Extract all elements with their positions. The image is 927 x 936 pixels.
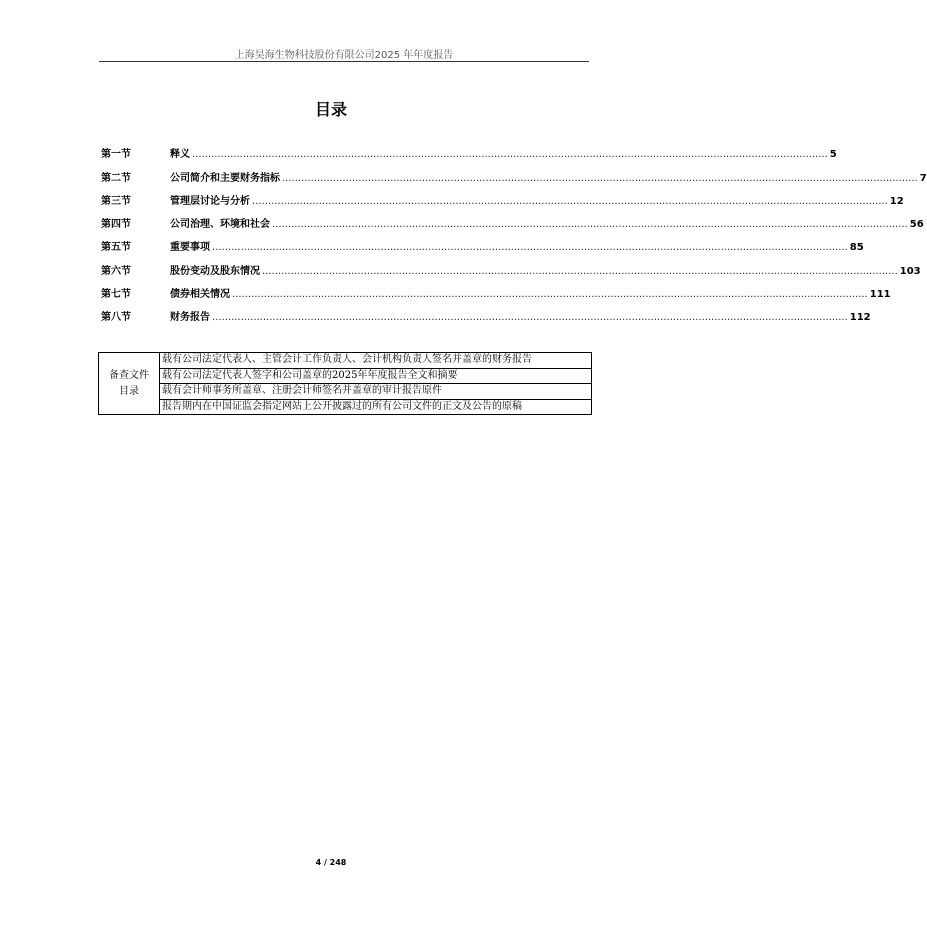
table-row <box>99 368 592 384</box>
toc-leader-dots: ........................................................................................................................................................................................................ <box>212 242 848 254</box>
toc-section-name: 财务报告 <box>170 312 210 324</box>
reference-doc-item: 载有会计师事务所盖章、注册会计师签名并盖章的审计报告原件 <box>160 384 592 400</box>
toc-page-number: 5 <box>829 149 837 161</box>
toc-leader-dots: ........................................................................................................................................................................................................ <box>232 289 868 301</box>
toc-section-name: 债券相关情况 <box>170 289 230 301</box>
toc-page-number: 56 <box>909 219 924 231</box>
table-row <box>99 353 592 369</box>
reference-documents-table <box>98 352 592 415</box>
toc-entry[interactable] <box>101 300 871 324</box>
toc-section-number: 第七节 <box>101 289 131 301</box>
toc-section-number: 第四节 <box>101 219 131 231</box>
table-row <box>99 399 592 415</box>
toc-entry[interactable] <box>101 160 927 184</box>
toc-entry[interactable] <box>101 230 864 254</box>
reference-doc-item: 载有公司法定代表人、主管会计工作负责人、会计机构负责人签名并盖章的财务报告 <box>160 353 592 369</box>
reference-docs-label <box>99 353 160 415</box>
toc-page-number: 112 <box>849 312 871 324</box>
toc-entry[interactable] <box>101 253 921 277</box>
toc-leader-dots: ........................................................................................................................................................................................................ <box>262 265 898 277</box>
toc-section-name: 公司治理、环境和社会 <box>170 219 270 231</box>
toc-page-number: 85 <box>849 242 864 254</box>
reference-docs-label-line2: 目录 <box>119 385 139 397</box>
toc-page-number: 12 <box>889 195 904 207</box>
toc-entry[interactable] <box>101 137 837 161</box>
page-header: 上海昊海生物科技股份有限公司2025 年年度报告 <box>234 50 454 61</box>
toc-entry[interactable] <box>101 277 891 301</box>
toc-page-number: 111 <box>869 289 891 301</box>
toc-section-name: 重要事项 <box>170 242 210 254</box>
toc-leader-dots: ........................................................................................................................................................................................................ <box>272 219 908 231</box>
toc-leader-dots: ........................................................................................................................................................................................................ <box>282 172 918 184</box>
toc-leader-dots: ........................................................................................................................................................................................................ <box>212 312 848 324</box>
toc-section-name: 股份变动及股东情况 <box>170 265 260 277</box>
toc-entry[interactable] <box>101 184 904 207</box>
toc-section-number: 第五节 <box>101 242 131 254</box>
reference-doc-item: 报告期内在中国证监会指定网站上公开披露过的所有公司文件的正文及公告的原稿 <box>160 399 592 415</box>
toc-page-number: 7 <box>919 172 927 184</box>
toc-section-number: 第二节 <box>101 172 131 184</box>
toc-leader-dots: ........................................................................................................................................................................................................ <box>252 195 888 207</box>
page-number-footer: 4 / 248 <box>315 858 347 867</box>
toc-section-number: 第八节 <box>101 312 131 324</box>
toc-entry[interactable] <box>101 207 924 231</box>
reference-doc-item: 载有公司法定代表人签字和公司盖章的2025年年度报告全文和摘要 <box>160 368 592 384</box>
table-of-contents <box>101 137 927 324</box>
toc-section-number: 第三节 <box>101 195 131 207</box>
toc-page-number: 103 <box>899 265 921 277</box>
toc-leader-dots: ........................................................................................................................................................................................................ <box>192 149 828 161</box>
toc-title: 目录 <box>314 100 347 119</box>
reference-docs-label-line1: 备查文件 <box>109 369 149 381</box>
toc-section-number: 第一节 <box>101 149 131 161</box>
table-row <box>99 384 592 400</box>
header-divider <box>99 61 589 62</box>
toc-section-name: 管理层讨论与分析 <box>170 195 250 207</box>
toc-section-number: 第六节 <box>101 265 131 277</box>
toc-section-name: 公司简介和主要财务指标 <box>170 172 280 184</box>
toc-section-name: 释义 <box>170 149 190 161</box>
